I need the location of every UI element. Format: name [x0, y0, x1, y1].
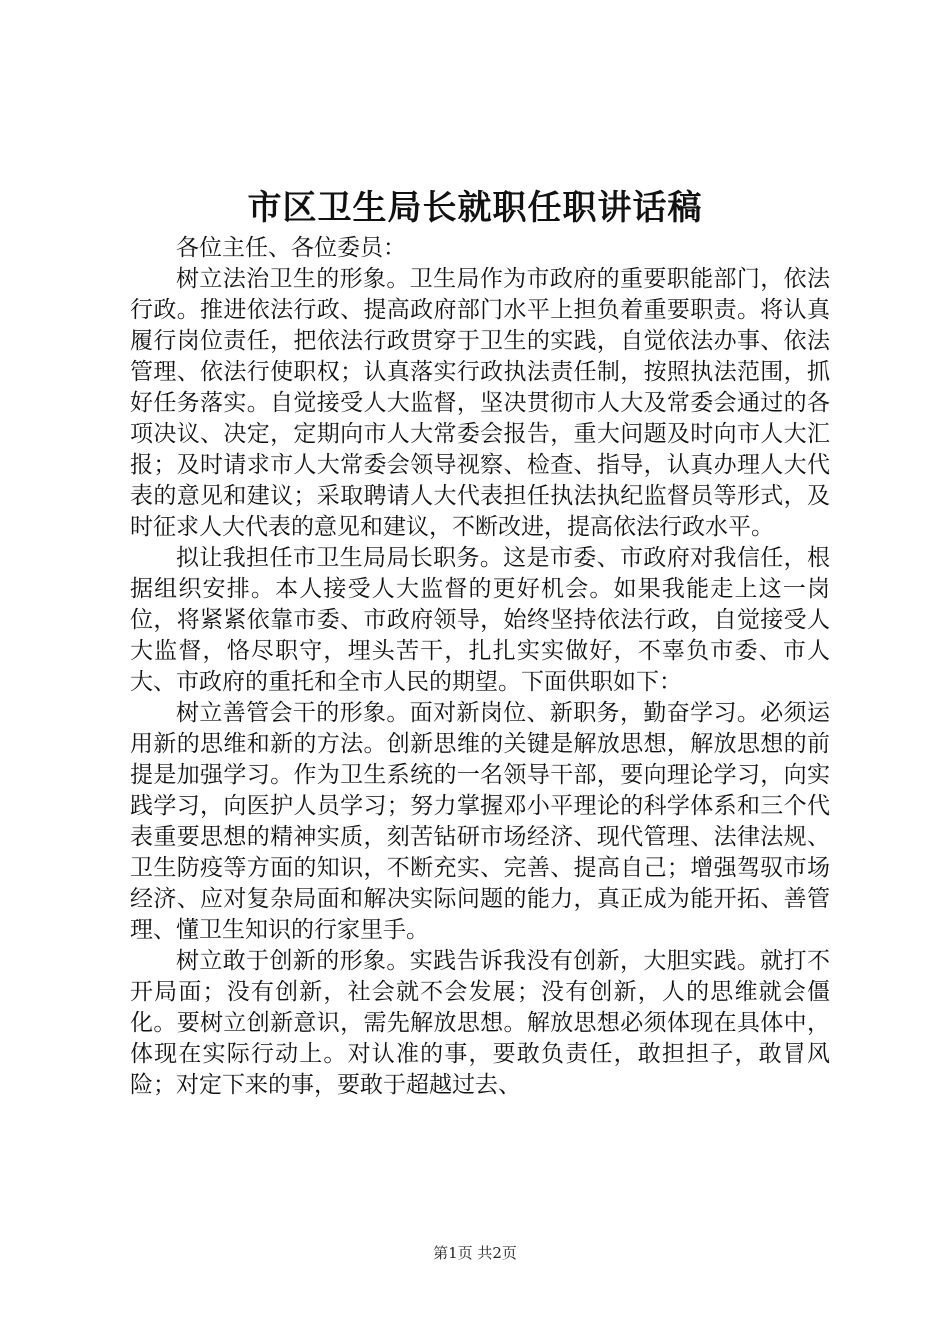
body-paragraph: 拟让我担任市卫生局局长职务。这是市委、市政府对我信任，根据组织安排。本人接受人大监督的更好机会。如果我能走上这一岗位，将紧紧依靠市委、市政府领导，始终坚持依法行政，自觉接受人大监督，恪尽职守，埋头苦干，扎扎实实做好，不辜负市委、市人大、市政府的重托和全市人民的期望。下面供职如下： — [130, 545, 830, 695]
body-paragraph: 树立法治卫生的形象。卫生局作为市政府的重要职能部门，依法行政。推进依法行政、提高政府部门水平上担负着重要职责。将认真履行岗位责任，把依法行政贯穿于卫生的实践，自觉依法办事、依法管理、依法行使职权；认真落实行政执法责任制，按照执法范围，抓好任务落实。自觉接受人大监督，坚决贯彻市人大及常委会通过的各项决议、决定，定期向市人大常委会报告，重大问题及时向市人大汇报；及时请求市人大常委会领导视察、检查、指导，认真办理人大代表的意见和建议；采取聘请人大代表担任执法执纪监督员等形式，及时征求人大代表的意见和建议，不断改进，提高依法行政水平。 — [130, 266, 830, 540]
body-paragraph: 树立善管会干的形象。面对新岗位、新职务，勤奋学习。必须运用新的思维和新的方法。创新思维的关键是解放思想，解放思想的前提是加强学习。作为卫生系统的一名领导干部，要向理论学习，向实践学习，向医护人员学习；努力掌握邓小平理论的科学体系和三个代表重要思想的精神实质，刻苦钻研市场经济、现代管理、法律法规、卫生防疫等方面的知识，不断充实、完善、提高自己；增强驾驭市场经济、应对复杂局面和解决实际问题的能力，真正成为能开拓、善管理、懂卫生知识的行家里手。 — [130, 700, 830, 943]
document-title: 市区卫生局长就职任职讲话稿 — [247, 188, 703, 228]
page-footer — [0, 1243, 950, 1263]
document-body — [130, 233, 830, 1101]
salutation-paragraph: 各位主任、各位委员： — [176, 235, 406, 261]
body-paragraph: 树立敢于创新的形象。实践告诉我没有创新，大胆实践。就打不开局面；没有创新，社会就不会发展；没有创新，人的思维就会僵化。要树立创新意识，需先解放思想。解放思想必须体现在具体中，体现在实际行动上。对认准的事，要敢负责任，敢担担子，敢冒风险；对定下来的事，要敢于超越过去、 — [130, 948, 830, 1098]
page-number-label: 第1页 共2页 — [433, 1244, 517, 1262]
